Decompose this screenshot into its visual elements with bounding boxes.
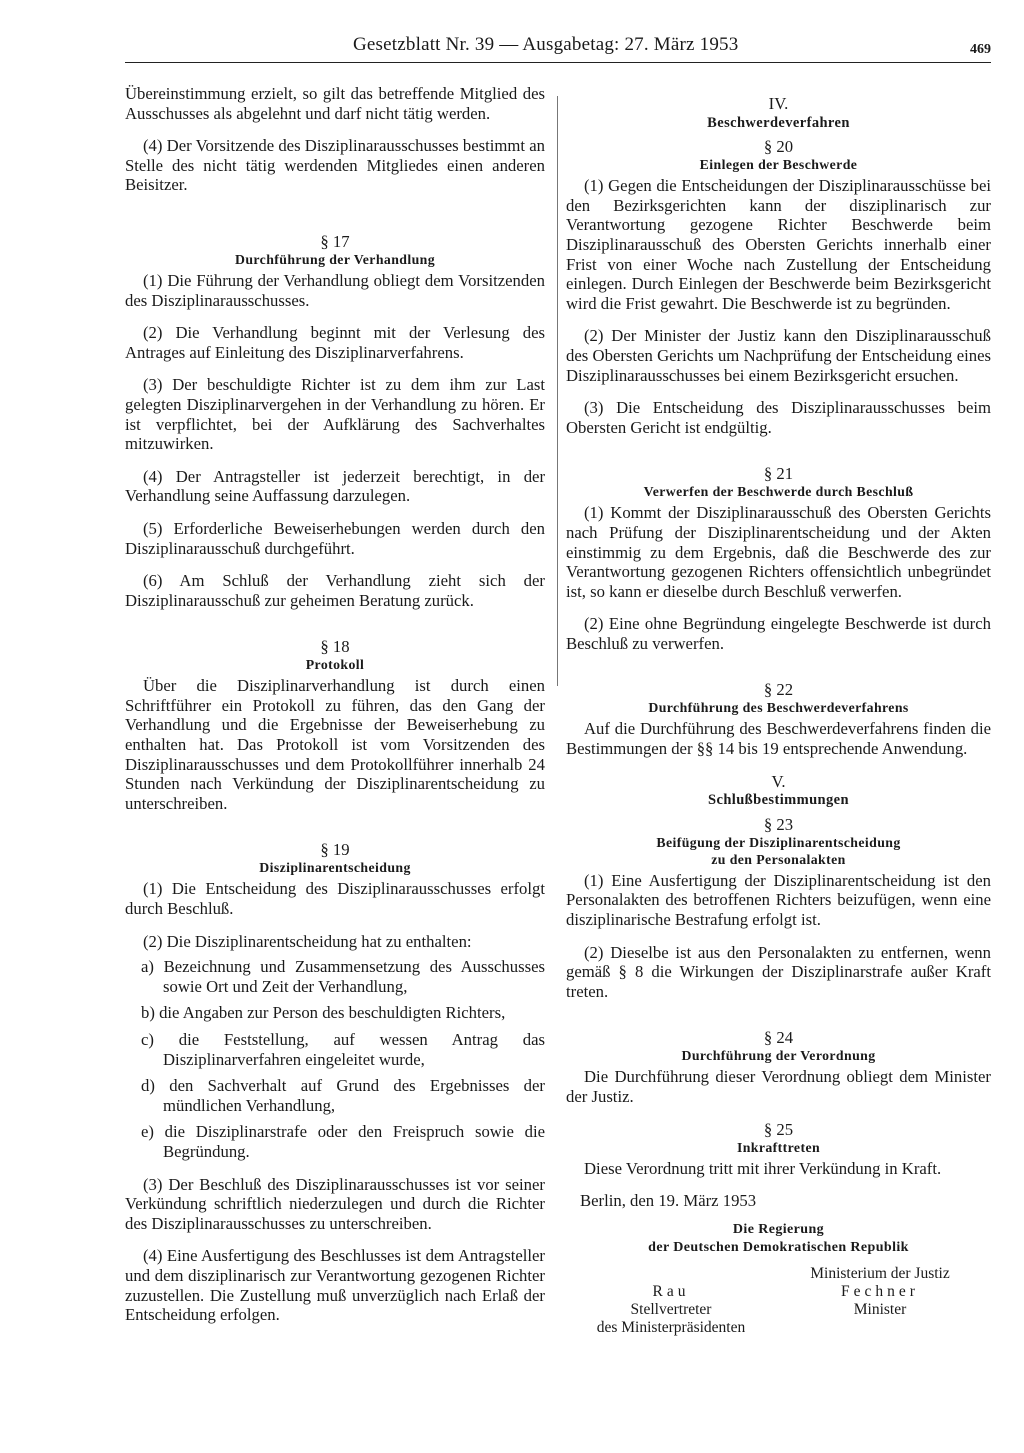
list-item: c) die Feststellung, auf wessen Antrag das Disziplinarverfahren eingeleitet wurde, [141,1030,545,1069]
paragraph-17-1: (1) Die Führung der Verhandlung obliegt dem Vorsitzenden des Disziplinarausschusses. [125,270,545,310]
paragraph-19-1: (1) Die Entscheidung des Disziplinarausschusses erfolgt durch Beschluß. [125,879,545,919]
signature-right [780,1265,980,1319]
section-19-number: § 19 [320,840,350,860]
paragraph-24-1: Die Durchführung dieser Verordnung obliegt dem Minister der Justiz. [566,1067,991,1106]
section-20-title: Einlegen der Beschwerde [699,157,858,173]
paragraph-22-1: Auf die Durchführung des Beschwerdeverfahrens finden die Bestimmungen der §§ 14 bis 19 entsprechende Anwendung. [566,719,991,759]
section-23-title-line1: Beifügung der Disziplinarentscheidung [656,834,901,850]
signatory-name-rau: Rau [652,1282,690,1300]
section-22-number: § 22 [763,680,794,700]
section-24-title: Durchführung der Verordnung [681,1048,876,1064]
paragraph-20-3: (3) Die Entscheidung des Disziplinarausschusses beim Obersten Gericht ist endgültig. [566,398,991,437]
list-item: d) den Sachverhalt auf Grund des Ergebnisses der mündlichen Verhandlung, [141,1076,545,1115]
left-column [125,84,545,1338]
column-divider [557,96,558,686]
paragraph-21-2: (2) Eine ohne Begründung eingelegte Beschwerde ist durch Beschluß zu verwerfen. [566,614,991,653]
paragraph-17-4: (4) Der Antragsteller ist jederzeit berechtigt, in der Verhandlung seine Auffassung darzulegen. [125,466,545,506]
paragraph-23-2: (2) Dieselbe ist aus den Personalakten zu entfernen, wenn gemäß § 8 die Wirkungen der Disziplinarstrafe außer Kraft treten. [566,942,991,1001]
paragraph-17-2: (2) Die Verhandlung beginnt mit der Verlesung des Antrages auf Einleitung des Disziplinarverfahrens. [125,323,545,362]
chapter-4-title: Beschwerdeverfahren [707,114,850,131]
signatory-role: des Ministerpräsidenten [596,1318,746,1336]
section-18-number: § 18 [320,637,350,657]
chapter-4-number: IV. [768,94,789,113]
section-18-title: Protokoll [305,657,365,673]
section-21-title: Verwerfen der Beschwerde durch Beschluß [643,484,914,500]
section-23-number: § 23 [763,814,794,834]
ministry-name: Ministerium der Justiz [810,1264,950,1282]
section-24-number: § 24 [763,1028,794,1048]
paragraph-17-3: (3) Der beschuldigte Richter ist zu dem ihm zur Last gelegten Disziplinarvergehen in der Verhandlung zu hören. Er ist verpflichtet, bei der Aufklärung des Sachverhaltes mitzuwirken. [125,375,545,454]
signature-left [566,1283,776,1337]
paragraph-20-1: (1) Gegen die Entscheidungen der Disziplinarausschüsse bei den Bezirksgerichten kann der disziplinarisch zur Verantwortung gezogene Richter Beschwerde beim Disziplinarausschuß des Obersten Gerichts innerhalb einer Frist von einer Woche nach Zustellung der Entscheidung einlegen. Durch Einlegen der Beschwerde beim Bezirksgericht wird die Frist gewahrt. Die Beschwerde ist zu begründen. [566,176,991,313]
signature-block [566,1265,991,1345]
paragraph-19-2: (2) Die Disziplinarentscheidung hat zu enthalten: [143,931,472,951]
list-item: a) Bezeichnung und Zusammensetzung des Ausschusses sowie Ort und Zeit der Verhandlung, [141,957,545,996]
section-19-title: Disziplinarentscheidung [259,860,411,876]
section-17-title: Durchführung der Verhandlung [234,251,436,267]
section-20-number: § 20 [763,137,794,157]
signatory-role: Stellvertreter [630,1300,712,1318]
chapter-5-number: V. [771,771,786,791]
page-header [125,30,991,63]
paragraph-continuation: Übereinstimmung erzielt, so gilt das betreffende Mitglied des Ausschusses als abgelehnt und darf nicht tätig werden. [125,84,545,123]
chapter-5-title: Schlußbestimmungen [708,792,849,809]
section-25-number: § 25 [763,1119,794,1139]
section-22-title: Durchführung des Beschwerdeverfahrens [648,700,909,716]
paragraph-23-1: (1) Eine Ausfertigung der Disziplinarentscheidung ist den Personalakten des betroffenen Richters beizufügen, wenn eine disziplinarische Bestrafung erfolgt ist. [566,870,991,930]
section-23-title-line2: zu den Personalakten [711,851,846,867]
paragraph-17-5: (5) Erforderliche Beweiserhebungen werden durch den Disziplinarausschuß durchgeführt. [125,518,545,558]
paragraph-19-4: (4) Eine Ausfertigung des Beschlusses ist dem Antragsteller und dem disziplinarisch zur Verantwortung gezogenen Richter zuzustellen. Die Zustellung muß unverzüglich nach Erlaß der Entscheidung erfolgen. [125,1246,545,1325]
signatory-role: Minister [853,1300,907,1318]
government-line-1: Die Regierung [732,1221,825,1237]
paragraph-20-2: (2) Der Minister der Justiz kann den Disziplinarausschuß des Obersten Gerichts um Nachprüfung der Entscheidung eines Disziplinarausschusses bei einem Bezirksgericht ersuchen. [566,326,991,385]
list-item: b) die Angaben zur Person des beschuldigten Richters, [141,1003,506,1023]
paragraph-16-4: (4) Der Vorsitzende des Disziplinarausschusses bestimmt an Stelle des nicht tätig werdenden Mitgliedes einen anderen Beisitzer. [125,136,545,195]
list-item: e) die Disziplinarstrafe oder den Freispruch sowie die Begründung. [141,1122,545,1161]
section-17-number: § 17 [320,231,350,251]
page-number: 469 [970,42,991,57]
government-line-2: der Deutschen Demokratischen Republik [648,1239,909,1255]
paragraph-21-1: (1) Kommt der Disziplinarausschuß des Obersten Gerichts nach Prüfung der Disziplinarentscheidung und der Akten einstimmig zu dem Ergebnis, daß die Beschwerde des zur Verantwortung gezogenen Richters offensichtlich unbegründet ist, so kann er dieselbe durch Beschluß verwerfen. [566,503,991,601]
paragraph-17-6: (6) Am Schluß der Verhandlung zieht sich der Disziplinarausschuß zur geheimen Beratung zurück. [125,571,545,610]
paragraph-18-1: Über die Disziplinarverhandlung ist durch einen Schriftführer ein Protokoll zu führen, das den Gang der Verhandlung und die Ergebnisse der Beweiserhebung zu enthalten hat. Das Protokoll ist vom Vorsitzenden des Disziplinarausschusses und dem Protokollführer innerhalb 24 Stunden nach Verkündung der Disziplinarentscheidung zu unterschreiben. [125,676,545,813]
paragraph-19-3: (3) Der Beschluß des Disziplinarausschusses ist vor seiner Verkündung schriftlich niederzulegen und durch die Richter des Disziplinarausschusses zu unterschreiben. [125,1174,545,1233]
paragraph-25-1: Diese Verordnung tritt mit ihrer Verkündung in Kraft. [584,1158,942,1178]
gazette-title: Gesetzblatt Nr. 39 — Ausgabetag: 27. März 1953 [353,34,739,55]
section-25-title: Inkrafttreten [736,1139,821,1155]
place-date: Berlin, den 19. März 1953 [580,1191,757,1211]
right-column [566,84,991,1345]
signatory-name-fechner: Fechner [841,1282,919,1300]
section-21-number: § 21 [763,464,794,484]
